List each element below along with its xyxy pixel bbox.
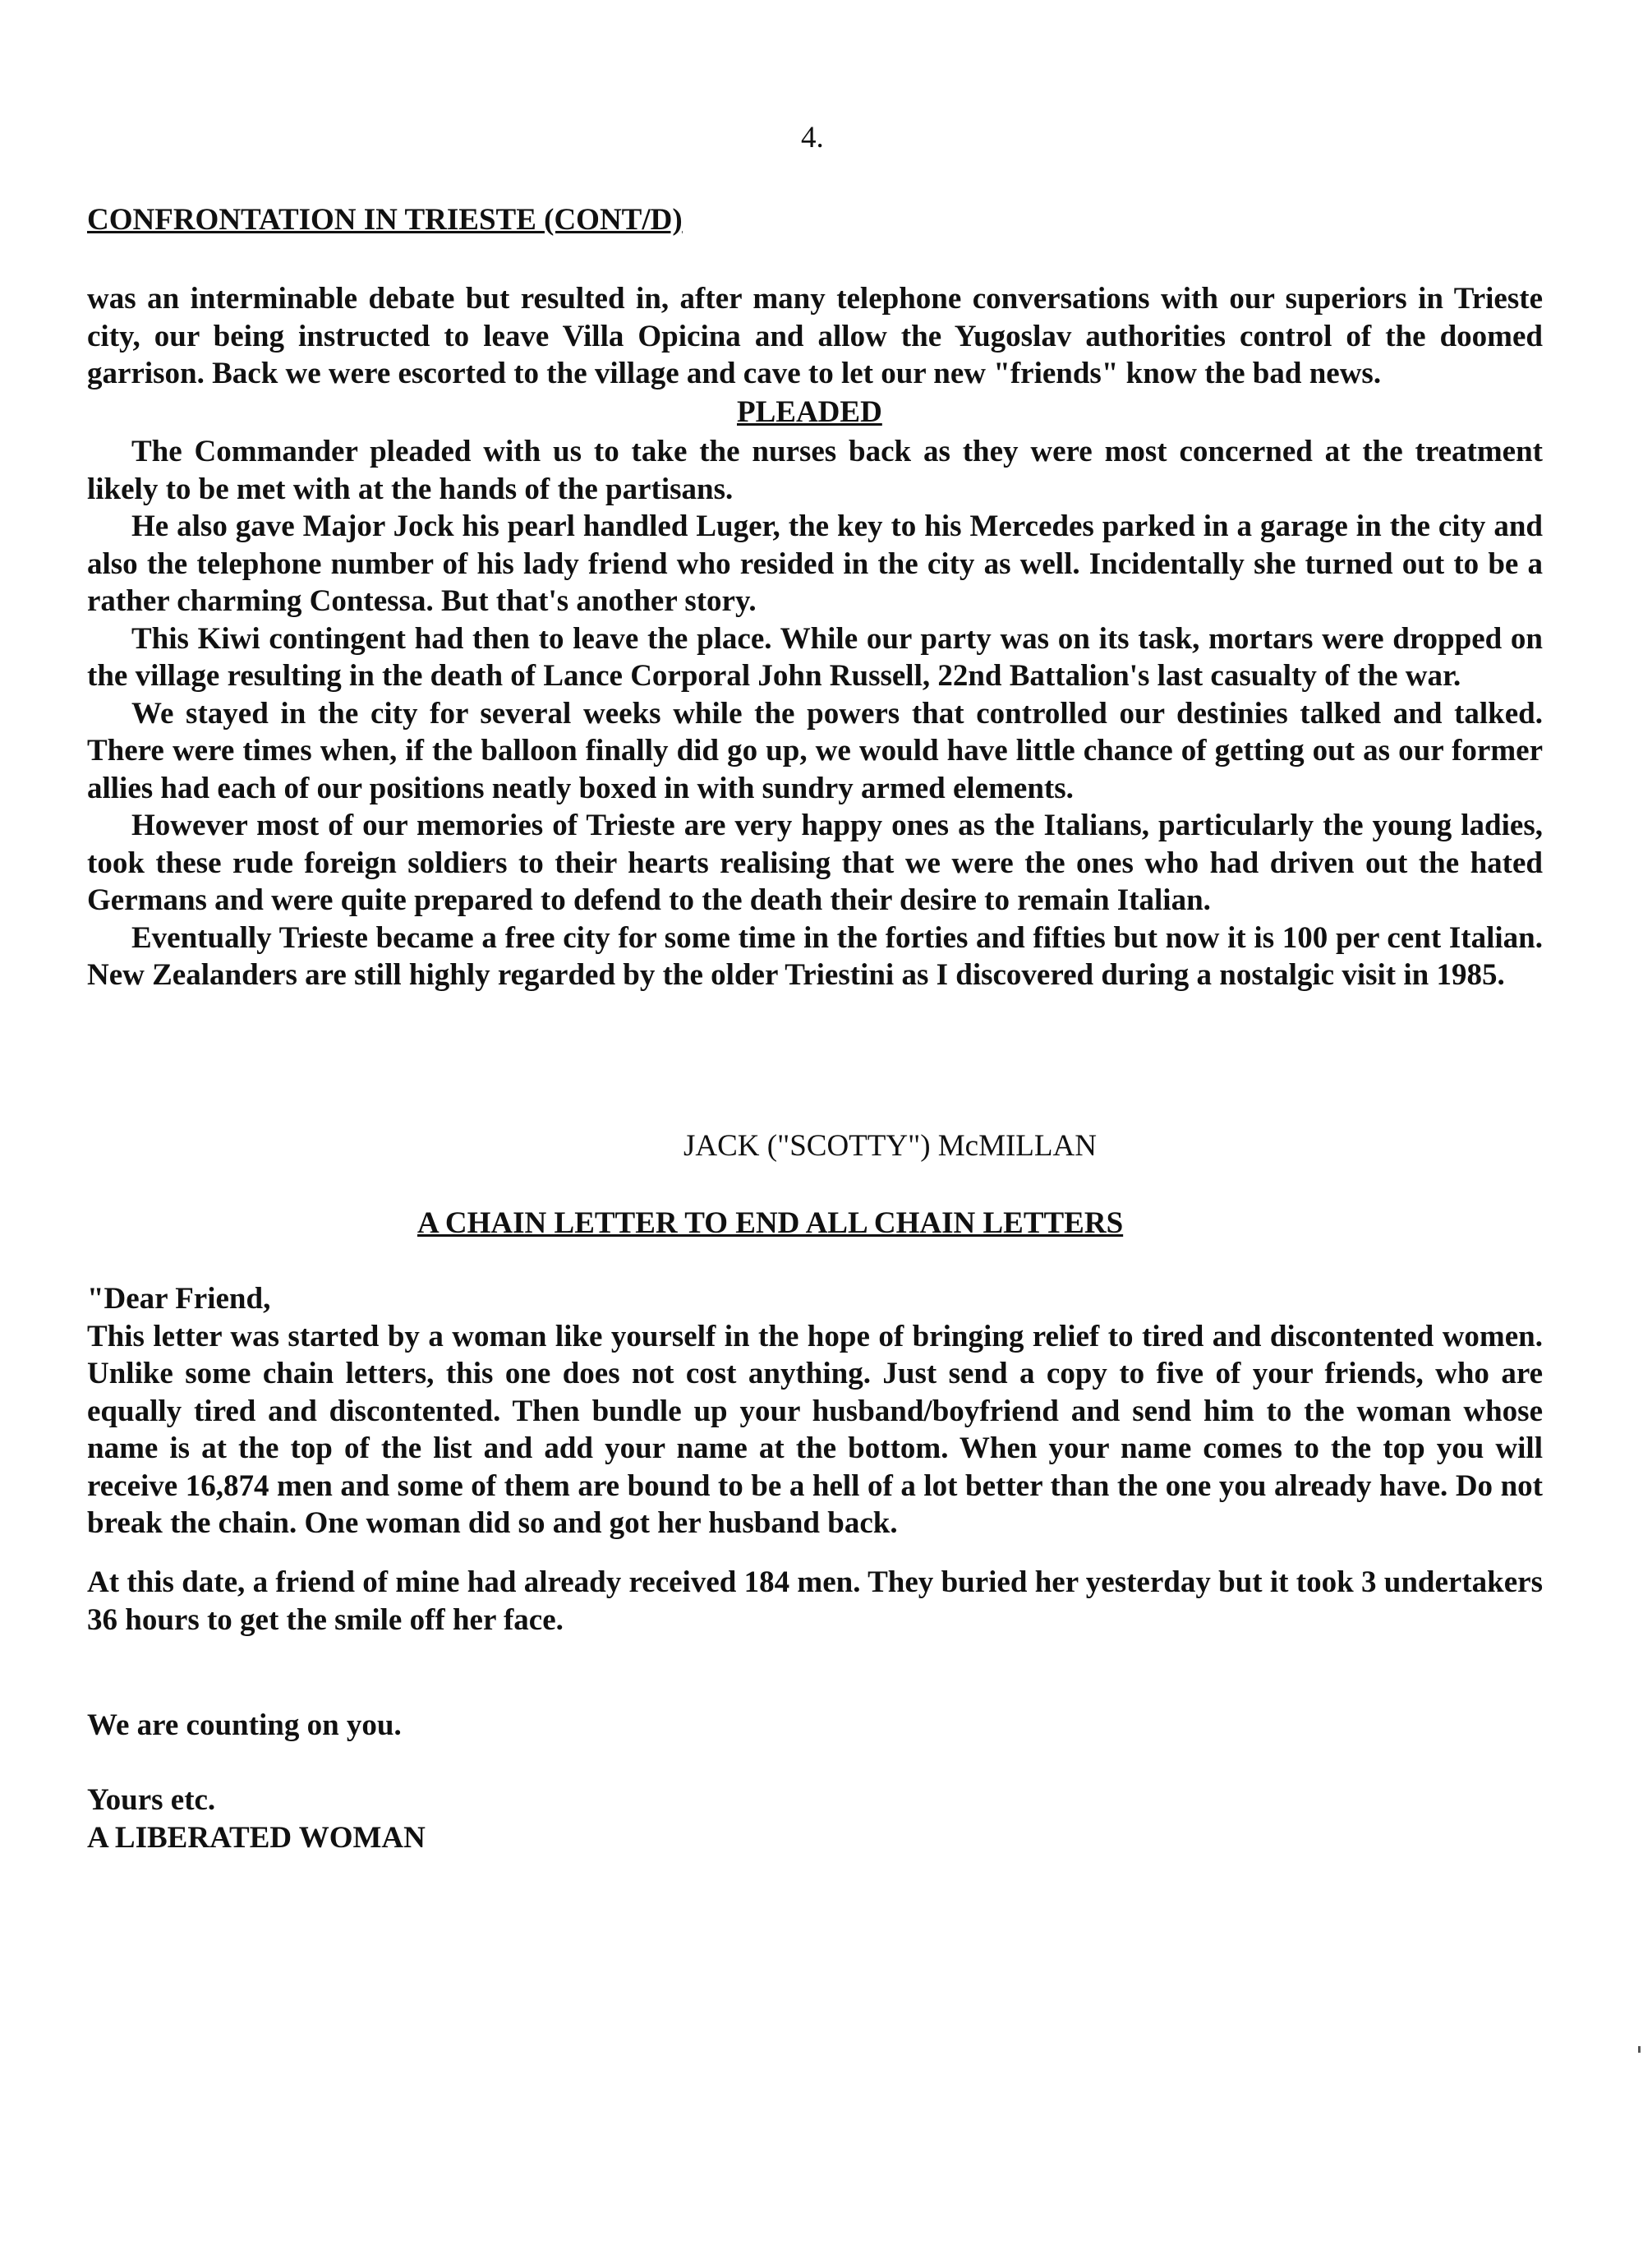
paragraph: The Commander pleaded with us to take the nurses back as they were most concerned at the treatment likely to be met with at the hands of the partisans.	[87, 435, 1543, 506]
paragraph: However most of our memories of Trieste are very happy ones as the Italians, particularly the young ladies, took these rude foreign soldiers to their hearts realising that we were the ones who had driven out the hated Germans and were quite prepared to defend to the death their desire to remain Italian.	[87, 809, 1543, 917]
letter-closing	[87, 1707, 1543, 1745]
paragraph: At this date, a friend of mine had already received 184 men. They buried her yesterday but it took 3 undertakers 36 hours to get the smile off her face.	[87, 1565, 1543, 1637]
intro-paragraph	[87, 280, 1543, 393]
article-body	[87, 433, 1543, 994]
paragraph: This Kiwi contingent had then to leave the place. While our party was on its task, mortars were dropped on the village resulting in the death of Lance Corporal John Russell, 22nd Battalion's last casualty of the war.	[87, 621, 1543, 693]
paragraph: was an interminable debate but resulted in, after many telephone conversations with our superiors in Trieste city, our being instructed to leave Villa Opicina and allow the Yugoslav authorities control of the doomed garrison. Back we were escorted to the village and cave to let our new "friends" know the bad news.	[87, 282, 1543, 390]
scan-speck	[1638, 2046, 1641, 2053]
paragraph: We stayed in the city for several weeks while the powers that controlled our destinies talked and talked. There were times when, if the balloon finally did go up, we would have little chance of getting out as our former allies had each of our positions neatly boxed in with sundry armed elements.	[87, 696, 1543, 805]
page-number: 4.	[801, 121, 824, 154]
letter-follow-up	[87, 1564, 1543, 1639]
paragraph: This letter was started by a woman like yourself in the hope of bringing relief to tired and discontented women. Unlike some chain letters, this one does not cost anything. Just send a copy to five of your friends, who are equally tired and discontented. Then bundle up your husband/boyfriend and send him to the woman whose name is at the top of the list and add your name at the bottom. When your name comes to the top you will receive 16,874 men and some of them are bound to be a hell of a lot better than the one you already have. Do not break the chain. One woman did so and got her husband back.	[87, 1319, 1543, 1540]
letter-signoff	[87, 1782, 1543, 1856]
author-signature: JACK ("SCOTTY") McMILLAN	[683, 1129, 1097, 1163]
letter-body	[87, 1280, 1543, 1542]
signed-name: A LIBERATED WOMAN	[87, 1820, 426, 1855]
paragraph: Eventually Trieste became a free city for some time in the forties and fifties but now it is 100 per cent Italian. New Zealanders are still highly regarded by the older Triestini as I discovered during a nostalgic visit in 1985.	[87, 920, 1543, 992]
section-heading-chain-letter: A CHAIN LETTER TO END ALL CHAIN LETTERS	[417, 1206, 1124, 1240]
closing-line: We are counting on you.	[87, 1708, 402, 1742]
signoff: Yours etc.	[87, 1783, 216, 1817]
subheading-pleaded: PLEADED	[737, 395, 882, 429]
letter-salutation: "Dear Friend,	[87, 1282, 271, 1316]
paragraph: He also gave Major Jock his pearl handled Luger, the key to his Mercedes parked in a garage in the city and also the telephone number of his lady friend who resided in the city as well. Incidentally she turned out to be a rather charming Contessa. But that's another story.	[87, 509, 1543, 618]
section-heading-confrontation: CONFRONTATION IN TRIESTE (CONT/D)	[87, 203, 683, 237]
